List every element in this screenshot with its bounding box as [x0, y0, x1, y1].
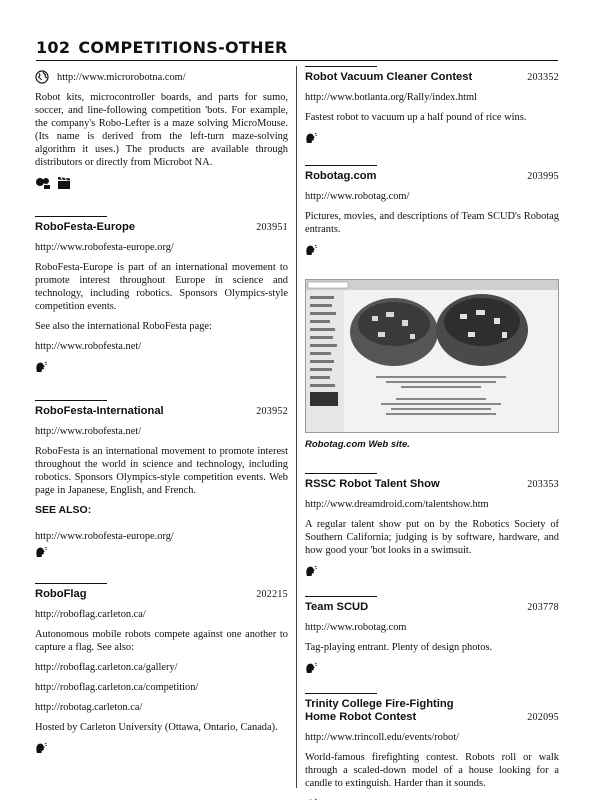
- entry-title-line2: Home Robot Contest: [305, 711, 417, 723]
- entry-description: RoboFesta-Europe is part of an international movement to promote interest throughout Europe in science and technology, including robotics. Sponsors Olympics-style competition events.: [35, 262, 288, 312]
- entry-url[interactable]: http://www.robotag.com: [305, 622, 407, 633]
- entry-icons: [35, 176, 288, 190]
- entry-code: 203353: [527, 479, 559, 490]
- entry-title: RSSC Robot Talent Show: [305, 478, 440, 490]
- entry-code: 202215: [256, 589, 288, 600]
- see-also-label: SEE ALSO:: [35, 504, 92, 516]
- entry-robofesta-europe: [35, 216, 288, 374]
- see-also-text: See also the international RoboFesta page:: [35, 321, 212, 332]
- entry-description: A regular talent show put on by the Robotics Society of Southern California; judging is by software, hardware, and how good your 'bot looks in a swimsuit.: [305, 519, 559, 556]
- entry-robotag: [305, 165, 559, 451]
- speaker-head-icon: [35, 742, 47, 754]
- see-also-url[interactable]: http://www.robofesta-europe.org/: [35, 531, 174, 542]
- entry-url[interactable]: http://www.robofesta-europe.org/: [35, 242, 174, 253]
- left-column: [35, 70, 288, 755]
- speaker-head-icon: [305, 132, 317, 144]
- page-number: 102: [36, 38, 71, 57]
- entry-code: 203952: [256, 406, 288, 417]
- entry-code: 203778: [527, 602, 559, 613]
- related-link[interactable]: http://robotag.carleton.ca/: [35, 702, 143, 713]
- header-rule: [36, 60, 558, 61]
- entry-rule: [305, 693, 377, 694]
- entry-rule: [35, 400, 107, 401]
- entry-rule: [35, 583, 107, 584]
- entry-title: Robotag.com: [305, 170, 377, 182]
- entry-url[interactable]: http://www.robotag.com/: [305, 191, 410, 202]
- entry-url[interactable]: http://www.botlanta.org/Rally/index.html: [305, 92, 478, 103]
- entry-title: Trinity College Fire-Fighting: [305, 698, 454, 710]
- entry-description: Fastest robot to vacuum up a half pound of rice wins.: [305, 112, 527, 123]
- entry-title: RoboFesta-International: [35, 405, 164, 417]
- figure-caption: Robotag.com Web site.: [305, 439, 410, 450]
- entry-roboflag: [35, 583, 288, 755]
- entry-robot-vacuum: [305, 66, 559, 145]
- entry-code: 203995: [527, 171, 559, 182]
- website-screenshot: [305, 279, 558, 451]
- speaker-head-icon: [305, 244, 317, 256]
- entry-title: Team SCUD: [305, 601, 369, 613]
- entry-url[interactable]: http://roboflag.carleton.ca/: [35, 609, 146, 620]
- entry-team-scud: [305, 596, 559, 675]
- related-link[interactable]: http://roboflag.carleton.ca/gallery/: [35, 662, 178, 673]
- entry-title: RoboFlag: [35, 588, 87, 600]
- entry-code: 203352: [527, 72, 559, 83]
- entry-description: World-famous firefighting contest. Robots roll or walk through a scaled-down model of a house looking for a candle to extinguish. Harder than it sounds.: [305, 752, 559, 789]
- entry-rule: [305, 165, 377, 166]
- entry-rule: [305, 66, 377, 67]
- entry-rule: [305, 473, 377, 474]
- entry-description: Tag-playing entrant. Plenty of design photos.: [305, 642, 493, 653]
- entry-url[interactable]: http://www.microrobotna.com/: [57, 71, 186, 83]
- entry-description: Hosted by Carleton University (Ottawa, Ontario, Canada).: [35, 722, 278, 733]
- entry-url[interactable]: http://www.robofesta.net/: [35, 426, 142, 437]
- entry-description: Autonomous mobile robots compete against one another to capture a flag. See also:: [35, 629, 288, 653]
- page-title: [36, 38, 558, 57]
- entry-code: 202095: [527, 712, 559, 723]
- screenshot-image: [305, 279, 559, 433]
- entry-description: Robot kits, microcontroller boards, and parts for sumo, soccer, and line-following competition 'bots. For example, the company's Robo-Lefter is a maze solving MicroMouse. (Its name is derived from the left-turn maze-solving algorithm it uses.) The products are available through distributors or directly from Microbot NA.: [35, 92, 288, 168]
- chapter-title: COMPETITIONS-OTHER: [78, 38, 288, 57]
- page-header: [36, 38, 558, 57]
- entry-description: Pictures, movies, and descriptions of Team SCUD's Robotag entrants.: [305, 211, 559, 235]
- speaker-head-icon: [35, 361, 47, 373]
- entry-description: RoboFesta is an international movement to promote interest throughout the world in science and technology, including robotics. Sponsors Olympics-style competition events. Web page in Japanese, English, and French.: [35, 446, 288, 496]
- entry-title: Robot Vacuum Cleaner Contest: [305, 71, 473, 83]
- entry-robofesta-international: [35, 400, 288, 559]
- shopping-icon: [35, 176, 51, 190]
- right-column: [305, 66, 559, 800]
- entry-rssc: [305, 473, 559, 578]
- globe-icon: [35, 70, 49, 84]
- entry-rule: [305, 596, 377, 597]
- entry-url[interactable]: http://www.dreamdroid.com/talentshow.htm: [305, 499, 489, 510]
- speaker-head-icon: [305, 662, 317, 674]
- entry-trinity-college: [305, 693, 559, 800]
- related-link[interactable]: http://roboflag.carleton.ca/competition/: [35, 682, 199, 693]
- column-divider: [296, 66, 297, 788]
- speaker-head-icon: [305, 565, 317, 577]
- movie-clapper-icon: [57, 176, 71, 190]
- entry-code: 203951: [256, 222, 288, 233]
- see-also-url[interactable]: http://www.robofesta.net/: [35, 341, 142, 352]
- entry-title: RoboFesta-Europe: [35, 221, 136, 233]
- entry-url[interactable]: http://www.trincoll.edu/events/robot/: [305, 732, 460, 743]
- entry-microrobotna: [35, 70, 288, 190]
- speaker-head-icon: [35, 546, 47, 558]
- entry-rule: [35, 216, 107, 217]
